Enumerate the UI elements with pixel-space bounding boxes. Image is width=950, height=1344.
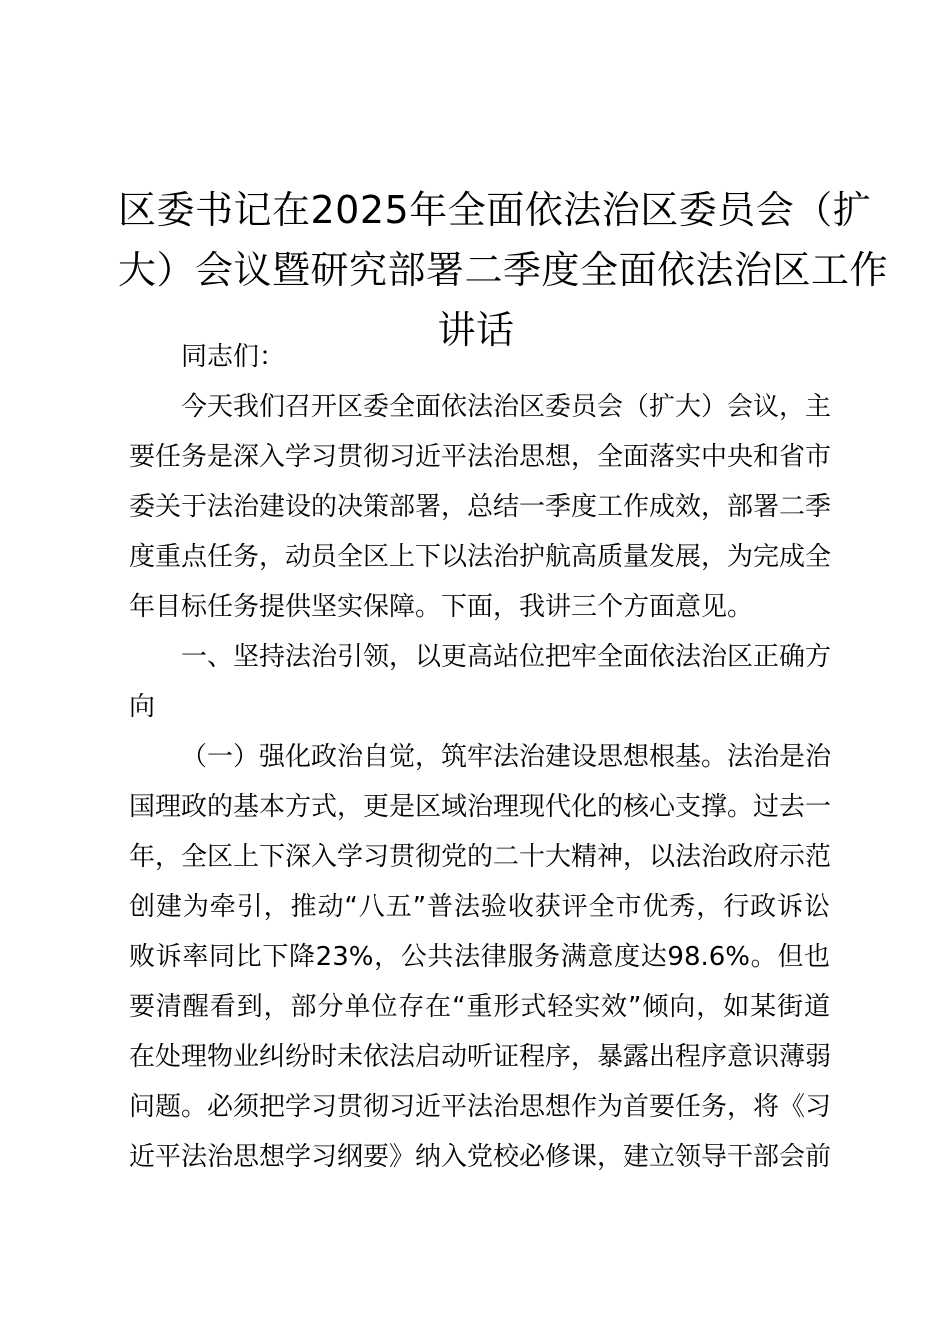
salutation: 同志们： (181, 342, 286, 372)
text-line: 年目标任务提供坚实保障。下面，我讲三个方面意见。 (129, 592, 754, 622)
text-line: 近平法治思想学习纲要》纳入党校必修课，建立领导干部会前 (129, 1142, 832, 1172)
document-body (129, 332, 830, 1182)
text-line: 问题。必须把学习贯彻习近平法治思想作为首要任务，将《习 (129, 1092, 832, 1122)
section-heading-1 (129, 632, 830, 732)
text-line: 国理政的基本方式，更是区域治理现代化的核心支撑。过去一 (129, 792, 832, 822)
title-line: 大）会议暨研究部署二季度全面依法治区工作 (118, 248, 889, 292)
title-line: 讲话 (437, 308, 515, 352)
text-line: 创建为牵引，推动“八五”普法验收获评全市优秀，行政诉讼 (129, 892, 830, 922)
text-line: 要任务是深入学习贯彻习近平法治思想，全面落实中央和省市 (129, 442, 832, 472)
paragraph-subsection-1 (129, 732, 830, 1182)
text-line: 在处理物业纠纷时未依法启动听证程序，暴露出程序意识薄弱 (129, 1042, 832, 1072)
text-line: 要清醒看到，部分单位存在“重形式轻实效”倾向，如某街道 (129, 992, 830, 1022)
title-line: 区委书记在2025年全面依法治区委员会（扩 (118, 188, 872, 232)
text-line: 向 (129, 692, 156, 722)
text-line: 委关于法治建设的决策部署，总结一季度工作成效，部署二季 (129, 492, 832, 522)
text-line: 度重点任务，动员全区上下以法治护航高质量发展，为完成全 (129, 542, 832, 572)
paragraph-intro (129, 382, 830, 632)
text-line: （一）强化政治自觉，筑牢法治建设思想根基。法治是治 (181, 742, 832, 772)
text-line: 败诉率同比下降23%，公共法律服务满意度达98.6%。但也 (129, 942, 830, 972)
text-line: 今天我们召开区委全面依法治区委员会（扩大）会议，主 (181, 392, 832, 422)
text-line: 年，全区上下深入学习贯彻党的二十大精神，以法治政府示范 (129, 842, 832, 872)
text-line: 一、坚持法治引领，以更高站位把牢全面依法治区正确方 (181, 642, 832, 672)
